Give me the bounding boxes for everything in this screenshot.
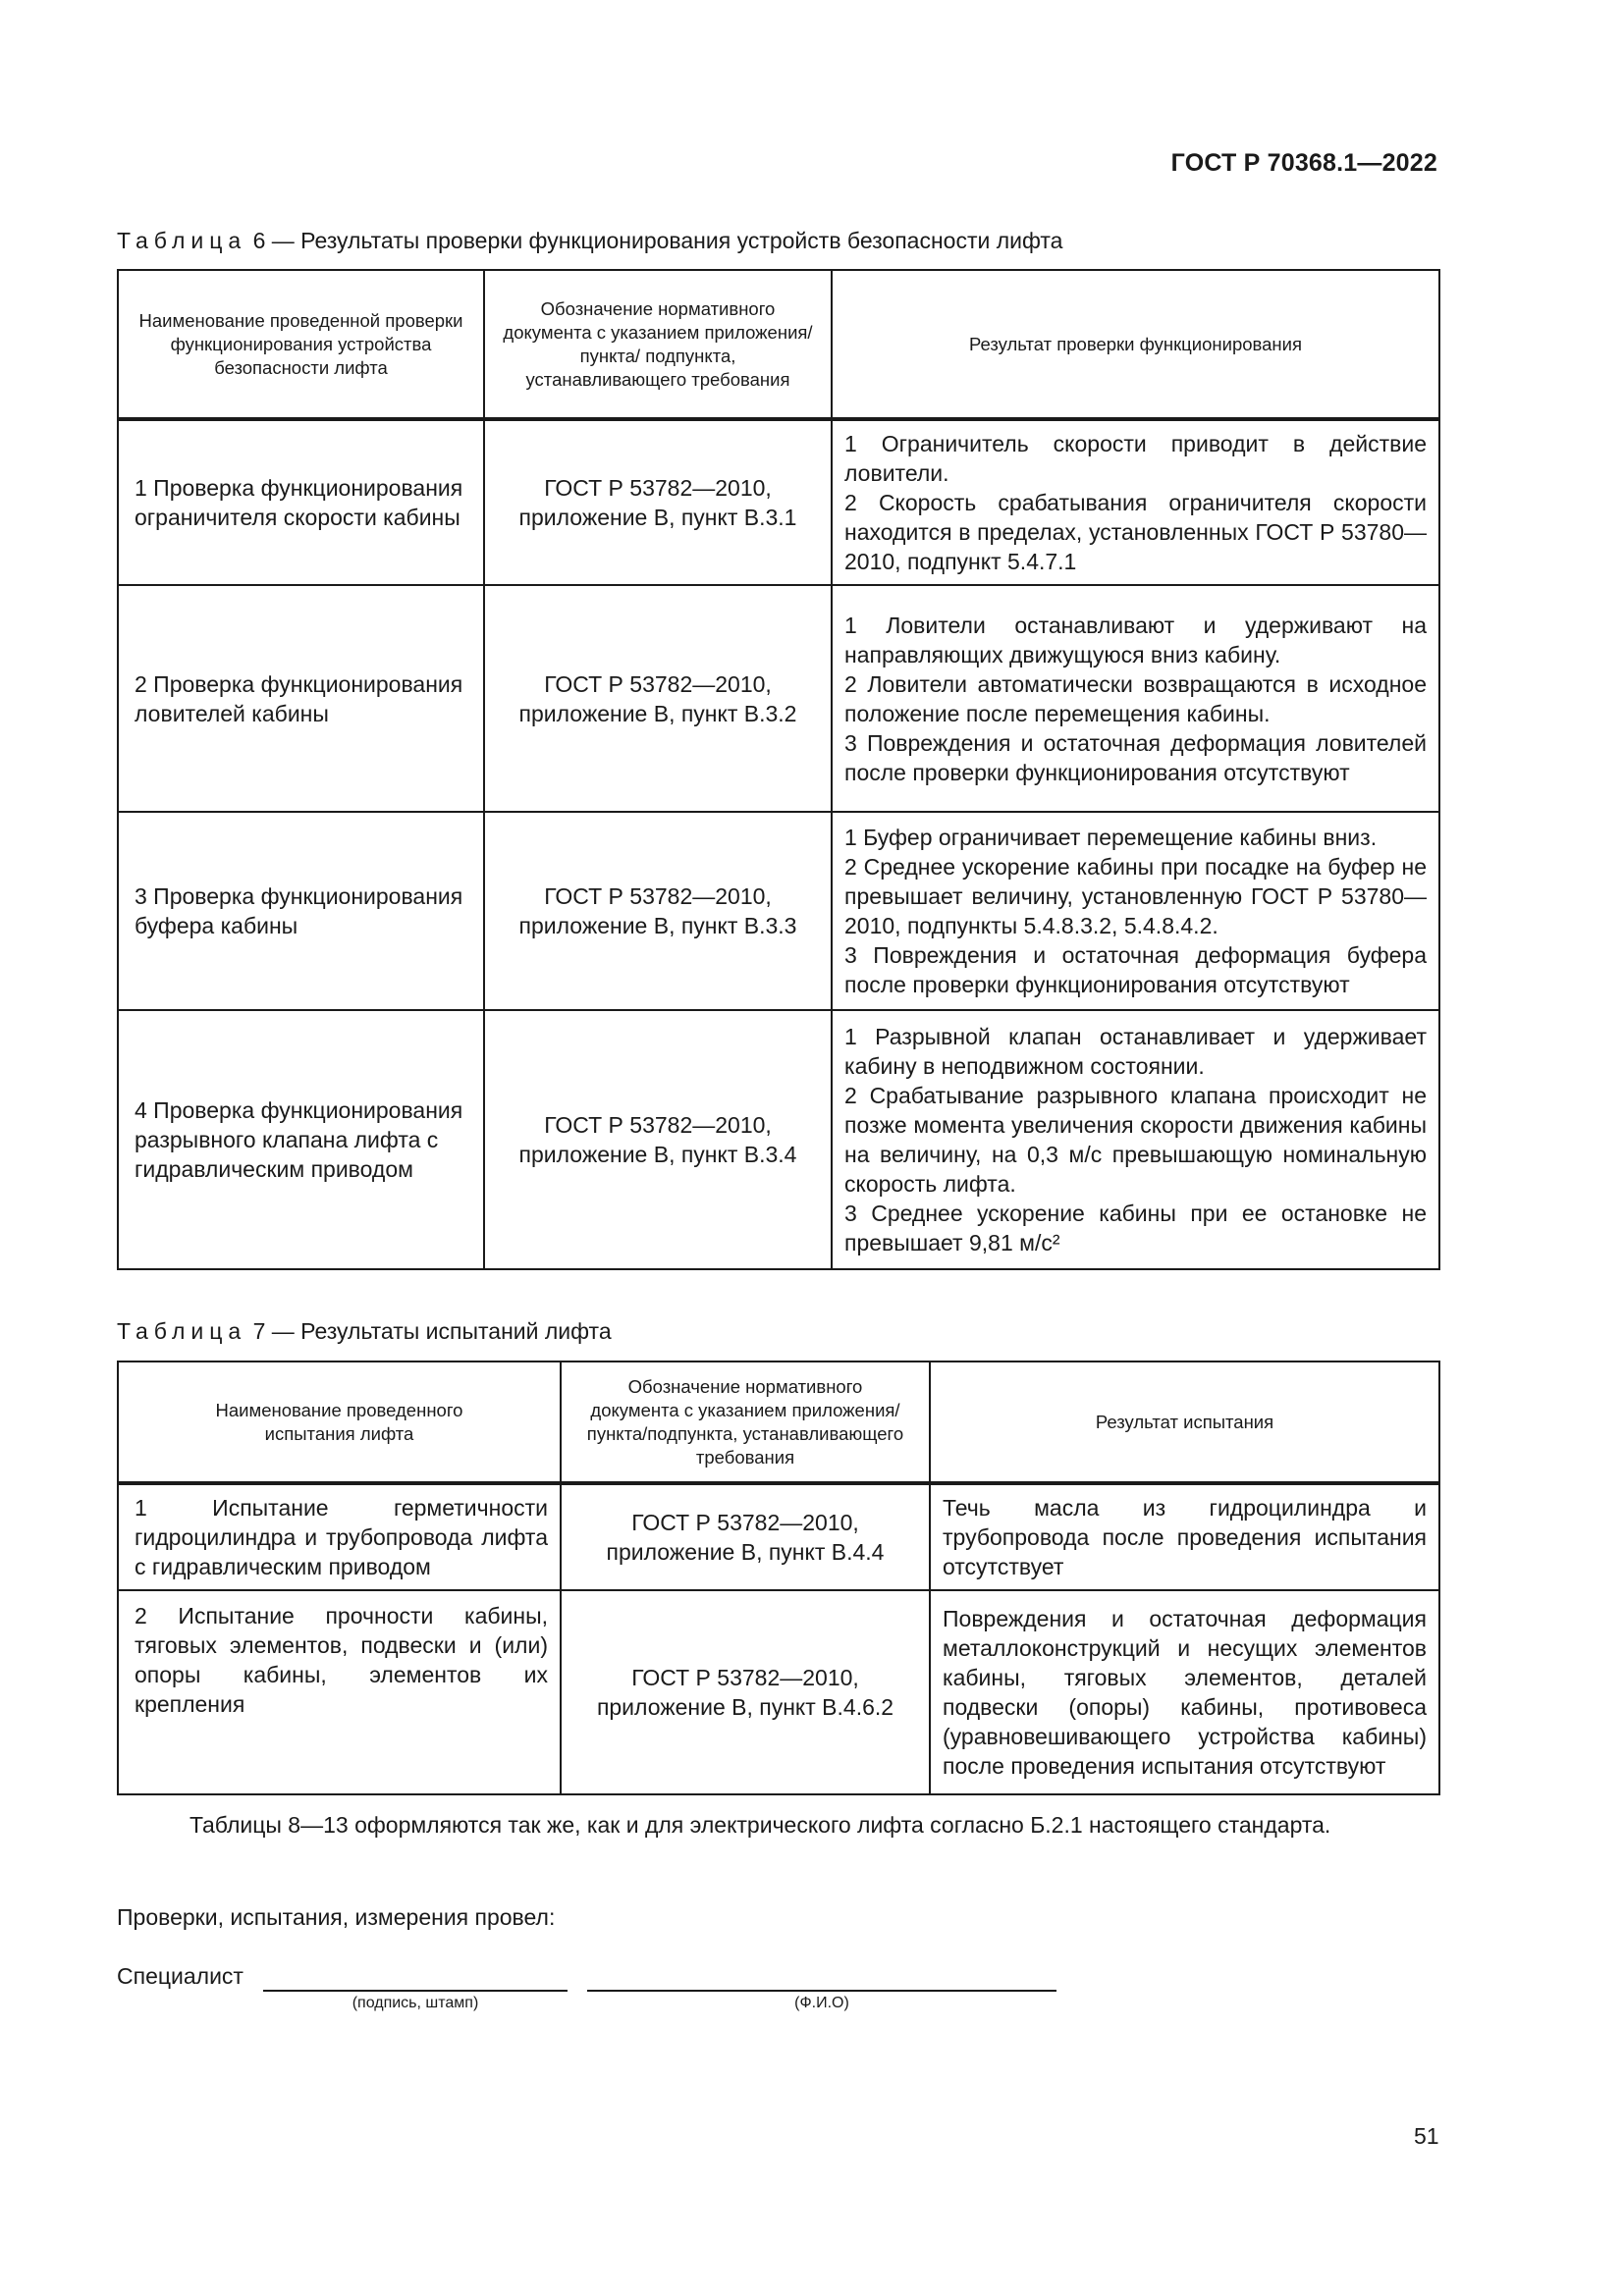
table-row — [118, 419, 1439, 585]
row-doc-line: приложение В, пункт В.3.2 — [518, 700, 797, 726]
table7-header-cell: Обозначение нормативного документа с указанием приложения/пункта/подпункта, устанавливающего требования — [561, 1362, 930, 1483]
row-result-line: 3 Среднее ускорение кабины при ее остановке не превышает 9,81 м/с² — [844, 1201, 1427, 1255]
row-doc-line: ГОСТ Р 53782—2010, — [544, 883, 772, 909]
row-doc-line: приложение В, пункт В.3.4 — [518, 1142, 797, 1167]
row-result-line: 2 Срабатывание разрывного клапана происходит не позже момента увеличения скорости движения кабины на величину, на 0,3 м/с превышающую номинальную скорость лифта. — [844, 1083, 1427, 1197]
row-doc-line: ГОСТ Р 53782—2010, — [631, 1510, 859, 1535]
row-doc — [484, 419, 832, 585]
table7 — [117, 1361, 1440, 1795]
table7-header-row — [118, 1362, 1439, 1483]
row-name: 3 Проверка функционирования буфера кабины — [118, 812, 484, 1010]
row-name: 1 Испытание герметичности гидроцилиндра и трубопровода лифта с гидравлическим приводом — [118, 1483, 561, 1590]
row-doc-line: приложение В, пункт В.4.6.2 — [596, 1694, 894, 1720]
table7-caption — [117, 1318, 612, 1345]
row-result — [832, 812, 1439, 1010]
signature-hint: (подпись, штамп) — [352, 1995, 479, 2011]
row-doc — [484, 585, 832, 812]
table6 — [117, 269, 1440, 1270]
table6-header-cell: Наименование проведенной проверки функционирования устройства безопасности лифта — [118, 270, 484, 419]
row-result — [832, 585, 1439, 812]
row-result-line: Течь масла из гидроцилиндра и трубопровода после проведения испытания отсутствует — [943, 1495, 1427, 1579]
table6-header-row — [118, 270, 1439, 419]
row-doc — [561, 1590, 930, 1794]
table7-header-cell: Наименование проведенного испытания лифта — [118, 1362, 561, 1483]
row-doc-line: приложение В, пункт В.3.3 — [518, 913, 797, 938]
table-row — [118, 1590, 1439, 1794]
name-hint: (Ф.И.О) — [794, 1995, 849, 2011]
signature-title: Проверки, испытания, измерения провел: — [117, 1904, 556, 1930]
row-result-line: 3 Повреждения и остаточная деформация буфера после проверки функционирования отсутствуют — [844, 942, 1427, 997]
table6-header-cell: Результат проверки функционирования — [832, 270, 1439, 419]
row-doc — [484, 812, 832, 1010]
table-row — [118, 1483, 1439, 1590]
row-name: 1 Проверка функционирования ограничителя скорости кабины — [118, 419, 484, 585]
page-number: 51 — [1414, 2123, 1439, 2149]
row-result-line: Повреждения и остаточная деформация металлоконструкций и несущих элементов кабины, тяговых элементов, деталей подвески (опоры) кабины, противовеса (уравновешивающего устройства кабины) после проведения испытания отсутствуют — [943, 1606, 1427, 1779]
table7-header-cell: Результат испытания — [930, 1362, 1439, 1483]
table7-caption-text: 7 — Результаты испытаний лифта — [252, 1318, 612, 1344]
row-doc-line: ГОСТ Р 53782—2010, — [544, 670, 772, 697]
row-doc — [484, 1010, 832, 1269]
row-result — [930, 1483, 1439, 1590]
table6-caption-text: 6 — Результаты проверки функционирования устройств безопасности лифта — [252, 228, 1063, 253]
row-result-line: 2 Среднее ускорение кабины при посадке на буфер не превышает величину, установленную ГОСТ Р 53780—2010, подпункты 5.4.8.3.2, 5.4.8.4.2. — [844, 854, 1427, 938]
row-doc-line: приложение В, пункт В.4.4 — [606, 1539, 885, 1565]
row-result — [832, 1010, 1439, 1269]
row-result-line: 1 Ловители останавливают и удерживают на направляющих движущуюся вниз кабину. — [844, 612, 1427, 667]
row-doc-line: приложение В, пункт В.3.1 — [518, 505, 797, 530]
row-result-line: 1 Разрывной клапан останавливает и удерживает кабину в неподвижном состоянии. — [844, 1024, 1427, 1079]
row-result-line: 3 Повреждения и остаточная деформация ловителей после проверки функционирования отсутствуют — [844, 729, 1427, 785]
row-result — [930, 1590, 1439, 1794]
name-line — [587, 1990, 1056, 1992]
note-paragraph: Таблицы 8—13 оформляются так же, как и для электрического лифта согласно Б.2.1 настоящего стандарта. — [189, 1812, 1331, 1838]
table6-caption-word: Таблица — [117, 228, 247, 253]
document-id: ГОСТ Р 70368.1—2022 — [1170, 149, 1437, 177]
row-result-line: 2 Ловители автоматически возвращаются в исходное положение после перемещения кабины. — [844, 670, 1427, 726]
row-doc-line: ГОСТ Р 53782—2010, — [631, 1665, 859, 1690]
table-row — [118, 812, 1439, 1010]
row-result-line: 2 Скорость срабатывания ограничителя скорости находится в пределах, установленных ГОСТ Р 53780—2010, подпункт 5.4.7.1 — [844, 490, 1427, 574]
signature-label: Специалист — [117, 1963, 244, 1989]
row-doc — [561, 1483, 930, 1590]
table6-caption — [117, 228, 1062, 254]
row-result — [832, 419, 1439, 585]
row-doc-line: ГОСТ Р 53782—2010, — [544, 475, 772, 501]
table7-caption-word: Таблица — [117, 1318, 247, 1344]
table6-header-cell: Обозначение нормативного документа с указанием приложения/пункта/ подпункта, устанавливающего требования — [484, 270, 832, 419]
signature-line — [263, 1990, 568, 1992]
row-result-line: 1 Буфер ограничивает перемещение кабины вниз. — [844, 825, 1378, 850]
row-name: 4 Проверка функционирования разрывного клапана лифта с гидравлическим приводом — [118, 1010, 484, 1269]
table-row — [118, 585, 1439, 812]
row-result-line: 1 Ограничитель скорости приводит в действие ловители. — [844, 431, 1427, 486]
row-doc-line: ГОСТ Р 53782—2010, — [544, 1112, 772, 1138]
table-row — [118, 1010, 1439, 1269]
row-name: 2 Проверка функционирования ловителей кабины — [118, 585, 484, 812]
row-name: 2 Испытание прочности кабины, тяговых элементов, подвески и (или) опоры кабины, элементов их крепления — [118, 1590, 561, 1794]
